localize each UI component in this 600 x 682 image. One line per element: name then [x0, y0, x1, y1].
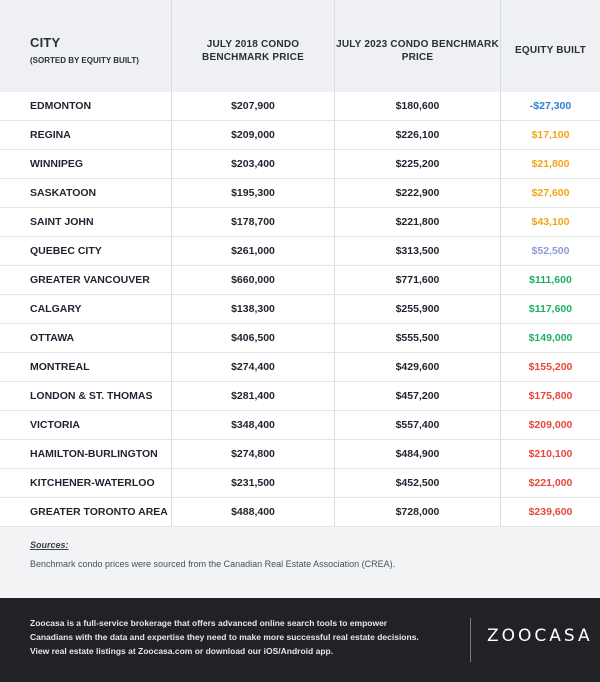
footer-description: [30, 616, 450, 658]
equity-cell: -$27,300: [529, 100, 572, 112]
header-city: CITY: [30, 35, 61, 50]
price-2018-cell: $274,400: [231, 361, 275, 373]
price-2023-cell: $484,900: [395, 448, 440, 460]
price-2023-cell: $555,500: [395, 332, 440, 344]
price-2023-cell: $771,600: [395, 274, 440, 286]
city-cell: GREATER TORONTO AREA: [30, 506, 168, 518]
city-cell: CALGARY: [30, 303, 82, 315]
price-2018-cell: $209,000: [231, 129, 275, 141]
equity-cell: $17,100: [531, 129, 570, 141]
price-2018-cell: $203,400: [231, 158, 275, 170]
price-2018-cell: $178,700: [231, 216, 275, 228]
price-2023-cell: $225,200: [395, 158, 440, 170]
equity-cell: $52,500: [531, 245, 570, 257]
price-2018-cell: $195,300: [231, 187, 275, 199]
price-2018-cell: $274,800: [231, 448, 275, 460]
price-2023-cell: $180,600: [395, 100, 440, 112]
city-cell: WINNIPEG: [30, 158, 84, 170]
price-2018-cell: $406,500: [231, 332, 275, 344]
city-cell: LONDON & ST. THOMAS: [30, 390, 153, 402]
equity-cell: $175,800: [528, 390, 573, 402]
price-2018-cell: $231,500: [231, 477, 275, 489]
equity-cell: $43,100: [531, 216, 570, 228]
footer-line: View real estate listings at Zoocasa.com or download our iOS/Android app.: [30, 646, 334, 656]
footer: [0, 598, 600, 682]
equity-cell: $111,600: [529, 274, 572, 286]
equity-cell: $155,200: [528, 361, 573, 373]
equity-cell: $209,000: [528, 419, 573, 431]
table-row: [0, 498, 600, 527]
table-row: [0, 324, 600, 353]
footer-divider: [470, 618, 471, 662]
table-row: [0, 266, 600, 295]
table-row: [0, 469, 600, 498]
zoocasa-logo: ZOOCASA: [487, 626, 593, 646]
table-row: [0, 440, 600, 469]
price-2018-cell: $348,400: [231, 419, 275, 431]
equity-cell: $239,600: [528, 506, 573, 518]
price-2023-cell: $221,800: [395, 216, 440, 228]
sources-title: Sources:: [30, 540, 69, 550]
city-cell: EDMONTON: [30, 100, 92, 112]
city-cell: SAINT JOHN: [30, 216, 94, 228]
price-2018-cell: $281,400: [231, 390, 275, 402]
city-cell: KITCHENER-WATERLOO: [30, 477, 155, 489]
price-2023-cell: $728,000: [395, 506, 440, 518]
header-equity-built: EQUITY BUILT: [515, 45, 586, 56]
header-2018-price: JULY 2018 CONDO BENCHMARK PRICE: [202, 39, 304, 63]
city-cell: VICTORIA: [30, 419, 80, 431]
equity-cell: $149,000: [528, 332, 573, 344]
price-2018-cell: $207,900: [231, 100, 275, 112]
sources-section: [0, 526, 600, 598]
equity-cell: $117,600: [528, 303, 573, 315]
city-cell: QUEBEC CITY: [30, 245, 102, 257]
city-cell: SASKATOON: [30, 187, 97, 199]
city-cell: MONTREAL: [30, 361, 90, 373]
equity-cell: $210,100: [528, 448, 573, 460]
price-2023-cell: $557,400: [395, 419, 440, 431]
table-row: [0, 150, 600, 179]
city-cell: OTTAWA: [30, 332, 75, 344]
equity-cell: $221,000: [528, 477, 573, 489]
table-row: [0, 121, 600, 150]
price-2023-cell: $313,500: [395, 245, 440, 257]
header-2023-price: JULY 2023 CONDO BENCHMARK PRICE: [336, 39, 499, 63]
table-row: [0, 179, 600, 208]
city-cell: HAMILTON-BURLINGTON: [30, 448, 158, 460]
table-row: [0, 353, 600, 382]
price-2023-cell: $255,900: [395, 303, 440, 315]
table-row: [0, 92, 600, 121]
sources-text: Benchmark condo prices were sourced from the Canadian Real Estate Association (CREA).: [30, 559, 396, 569]
table-body: [0, 92, 600, 527]
price-2018-cell: $660,000: [231, 274, 275, 286]
equity-cell: $21,800: [531, 158, 570, 170]
price-2023-cell: $226,100: [395, 129, 440, 141]
footer-line: Canadians with the data and expertise they need to make more successful real estate decisions.: [30, 632, 419, 642]
price-2018-cell: $261,000: [231, 245, 275, 257]
price-2023-cell: $429,600: [395, 361, 440, 373]
table-row: [0, 382, 600, 411]
price-2018-cell: $488,400: [231, 506, 275, 518]
city-cell: GREATER VANCOUVER: [30, 274, 150, 286]
table-row: [0, 208, 600, 237]
table-row: [0, 411, 600, 440]
equity-cell: $27,600: [531, 187, 570, 199]
table-header: [0, 0, 600, 92]
table-row: [0, 295, 600, 324]
price-2023-cell: $452,500: [395, 477, 440, 489]
price-2023-cell: $457,200: [395, 390, 440, 402]
footer-line: Zoocasa is a full-service brokerage that offers advanced online search tools to empower: [30, 618, 388, 628]
price-2018-cell: $138,300: [231, 303, 275, 315]
table-row: [0, 237, 600, 266]
price-2023-cell: $222,900: [395, 187, 440, 199]
header-city-subtitle: (SORTED BY EQUITY BUILT): [30, 56, 139, 65]
city-cell: REGINA: [30, 129, 71, 141]
